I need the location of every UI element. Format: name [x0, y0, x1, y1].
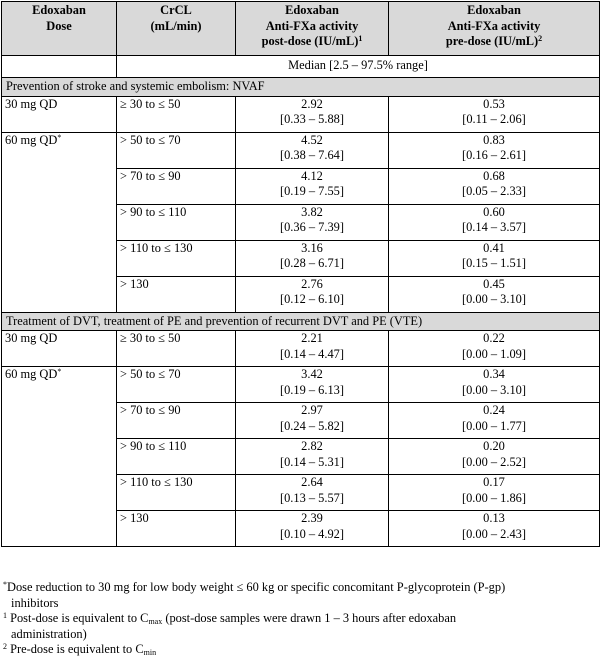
- pre-dose-median: 0.22: [483, 331, 505, 345]
- post-dose-median: 2.92: [301, 96, 323, 111]
- table-row: [2, 367, 600, 403]
- anti-fxa-activity-table: [1, 1, 600, 547]
- pre-dose-cell: [389, 439, 600, 475]
- pre-dose-range: [0.00 – 1.09]: [461, 346, 526, 361]
- post-dose-range: [0.38 – 7.64]: [279, 148, 344, 162]
- pre-dose-cell: [389, 403, 600, 439]
- footnote-1-cont: administration): [11, 626, 87, 641]
- post-dose-range: [0.33 – 5.88]: [279, 112, 344, 126]
- pre-dose-range: [0.16 – 2.61]: [461, 148, 526, 162]
- section-header-row: [2, 312, 600, 331]
- post-dose-range: [0.13 – 5.57]: [279, 490, 344, 505]
- pre-dose-range: [0.00 – 1.86]: [461, 490, 526, 505]
- post-dose-range: [0.36 – 7.39]: [279, 220, 344, 234]
- pre-dose-median: 0.34: [483, 367, 505, 381]
- footnote-star: *Dose reduction to 30 mg for low body weight ≤ 60 kg or specific concomitant P-glycoprotein (P-gp): [3, 580, 506, 594]
- section-title: Treatment of DVT, treatment of PE and prevention of recurrent DVT and PE (VTE): [2, 312, 600, 331]
- post-dose-cell: [236, 403, 389, 439]
- post-dose-median: 2.82: [301, 439, 323, 453]
- table-row: [2, 331, 600, 367]
- header-pre-dose: Edoxaban Anti-FXa activity pre-dose $(IU/mL)^2$: [389, 2, 600, 56]
- pre-dose-cell: [389, 168, 600, 204]
- crcl-cell: > 70 to ≤ 90: [117, 403, 236, 439]
- pre-dose-median: 0.45: [483, 276, 505, 291]
- post-dose-median: 4.12: [301, 168, 323, 183]
- pre-dose-median: 0.20: [483, 439, 505, 453]
- footnotes: [3, 580, 599, 658]
- median-label: Median [2.5 – 97.5% range]: [117, 55, 600, 78]
- post-dose-cell: [236, 168, 389, 204]
- post-dose-median: 3.42: [301, 367, 323, 381]
- table-row: [2, 132, 600, 168]
- crcl-cell: > 130: [117, 276, 236, 312]
- crcl-cell: > 110 to ≤ 130: [117, 475, 236, 511]
- pre-dose-cell: [389, 96, 600, 132]
- pre-dose-cell: [389, 276, 600, 312]
- pre-dose-median: 0.17: [483, 475, 505, 489]
- dose-cell: 60 mg QD*: [2, 132, 117, 312]
- post-dose-cell: [236, 439, 389, 475]
- post-dose-cell: [236, 367, 389, 403]
- pre-dose-range: [0.00 – 2.43]: [461, 526, 526, 541]
- header-crcl: CrCL (mL/min): [117, 2, 236, 56]
- post-dose-median: 2.21: [301, 331, 323, 345]
- post-dose-median: 2.39: [301, 511, 323, 525]
- post-dose-range: [0.14 – 4.47]: [279, 346, 344, 361]
- post-dose-range: [0.28 – 6.71]: [279, 256, 344, 270]
- dose-cell: 30 mg QD: [2, 96, 117, 132]
- footnote-2: $^2$ Pre-dose is equivalent to $C_{min}$: [3, 642, 157, 657]
- pre-dose-median: 0.83: [483, 132, 505, 147]
- post-dose-cell: [236, 475, 389, 511]
- pre-dose-cell: [389, 511, 600, 547]
- pre-dose-range: [0.00 – 2.52]: [461, 454, 526, 469]
- post-dose-cell: [236, 204, 389, 240]
- table-row: [2, 96, 600, 132]
- post-dose-range: [0.10 – 4.92]: [279, 526, 344, 541]
- post-dose-cell: [236, 96, 389, 132]
- pre-dose-range: [0.15 – 1.51]: [461, 256, 526, 270]
- pre-dose-median: 0.68: [483, 168, 505, 183]
- pre-dose-median: 0.53: [483, 96, 505, 111]
- pre-dose-median: 0.41: [483, 240, 505, 255]
- dose-cell: 30 mg QD: [2, 331, 117, 367]
- header-post-dose: Edoxaban Anti-FXa activity post-dose $(IU/mL)^1$: [236, 2, 389, 56]
- post-dose-range: [0.14 – 5.31]: [279, 454, 344, 469]
- post-dose-cell: [236, 240, 389, 276]
- crcl-cell: ≥ 30 to ≤ 50: [117, 331, 236, 367]
- crcl-cell: > 90 to ≤ 110: [117, 204, 236, 240]
- crcl-cell: > 50 to ≤ 70: [117, 132, 236, 168]
- post-dose-median: 3.16: [301, 240, 323, 255]
- post-dose-range: [0.19 – 6.13]: [279, 382, 344, 397]
- pre-dose-cell: [389, 204, 600, 240]
- pre-dose-median: 0.60: [483, 204, 505, 219]
- pre-dose-median: 0.24: [483, 403, 505, 417]
- crcl-cell: > 50 to ≤ 70: [117, 367, 236, 403]
- post-dose-median: 4.52: [301, 132, 323, 147]
- pre-dose-cell: [389, 132, 600, 168]
- post-dose-range: [0.24 – 5.82]: [279, 418, 344, 433]
- post-dose-cell: [236, 276, 389, 312]
- pre-dose-range: [0.14 – 3.57]: [461, 220, 526, 234]
- footnote-star-cont: inhibitors: [11, 595, 59, 610]
- post-dose-range: [0.19 – 7.55]: [279, 184, 344, 198]
- section-header-row: [2, 78, 600, 97]
- pre-dose-cell: [389, 240, 600, 276]
- table-body: [2, 78, 600, 547]
- post-dose-median: 2.97: [301, 403, 323, 417]
- header-dose: Edoxaban Dose: [2, 2, 117, 56]
- post-dose-cell: [236, 511, 389, 547]
- pre-dose-range: [0.00 – 1.77]: [461, 418, 526, 433]
- crcl-cell: > 70 to ≤ 90: [117, 168, 236, 204]
- crcl-cell: > 110 to ≤ 130: [117, 240, 236, 276]
- pre-dose-range: [0.00 – 3.10]: [461, 292, 526, 306]
- pre-dose-range: [0.05 – 2.33]: [461, 184, 526, 198]
- footnote-1: $^1$ Post-dose is equivalent to $C_{max}$ (post-dose samples were drawn 1 – 3 hours after edoxaban: [3, 611, 457, 626]
- crcl-cell: > 90 to ≤ 110: [117, 439, 236, 475]
- pre-dose-range: [0.11 – 2.06]: [462, 112, 526, 126]
- table-header-row: [2, 2, 600, 56]
- pre-dose-cell: [389, 367, 600, 403]
- pre-dose-cell: [389, 475, 600, 511]
- median-row: [2, 55, 600, 78]
- pre-dose-range: [0.00 – 3.10]: [461, 382, 526, 397]
- crcl-cell: > 130: [117, 511, 236, 547]
- post-dose-cell: [236, 132, 389, 168]
- post-dose-range: [0.12 – 6.10]: [279, 292, 344, 306]
- crcl-cell: ≥ 30 to ≤ 50: [117, 96, 236, 132]
- post-dose-cell: [236, 331, 389, 367]
- post-dose-median: 2.64: [301, 475, 323, 489]
- post-dose-median: 3.82: [301, 204, 323, 219]
- dose-cell: 60 mg QD*: [2, 367, 117, 547]
- section-title: Prevention of stroke and systemic embolism: NVAF: [2, 78, 600, 97]
- post-dose-median: 2.76: [301, 276, 323, 291]
- pre-dose-cell: [389, 331, 600, 367]
- pre-dose-median: 0.13: [483, 511, 505, 525]
